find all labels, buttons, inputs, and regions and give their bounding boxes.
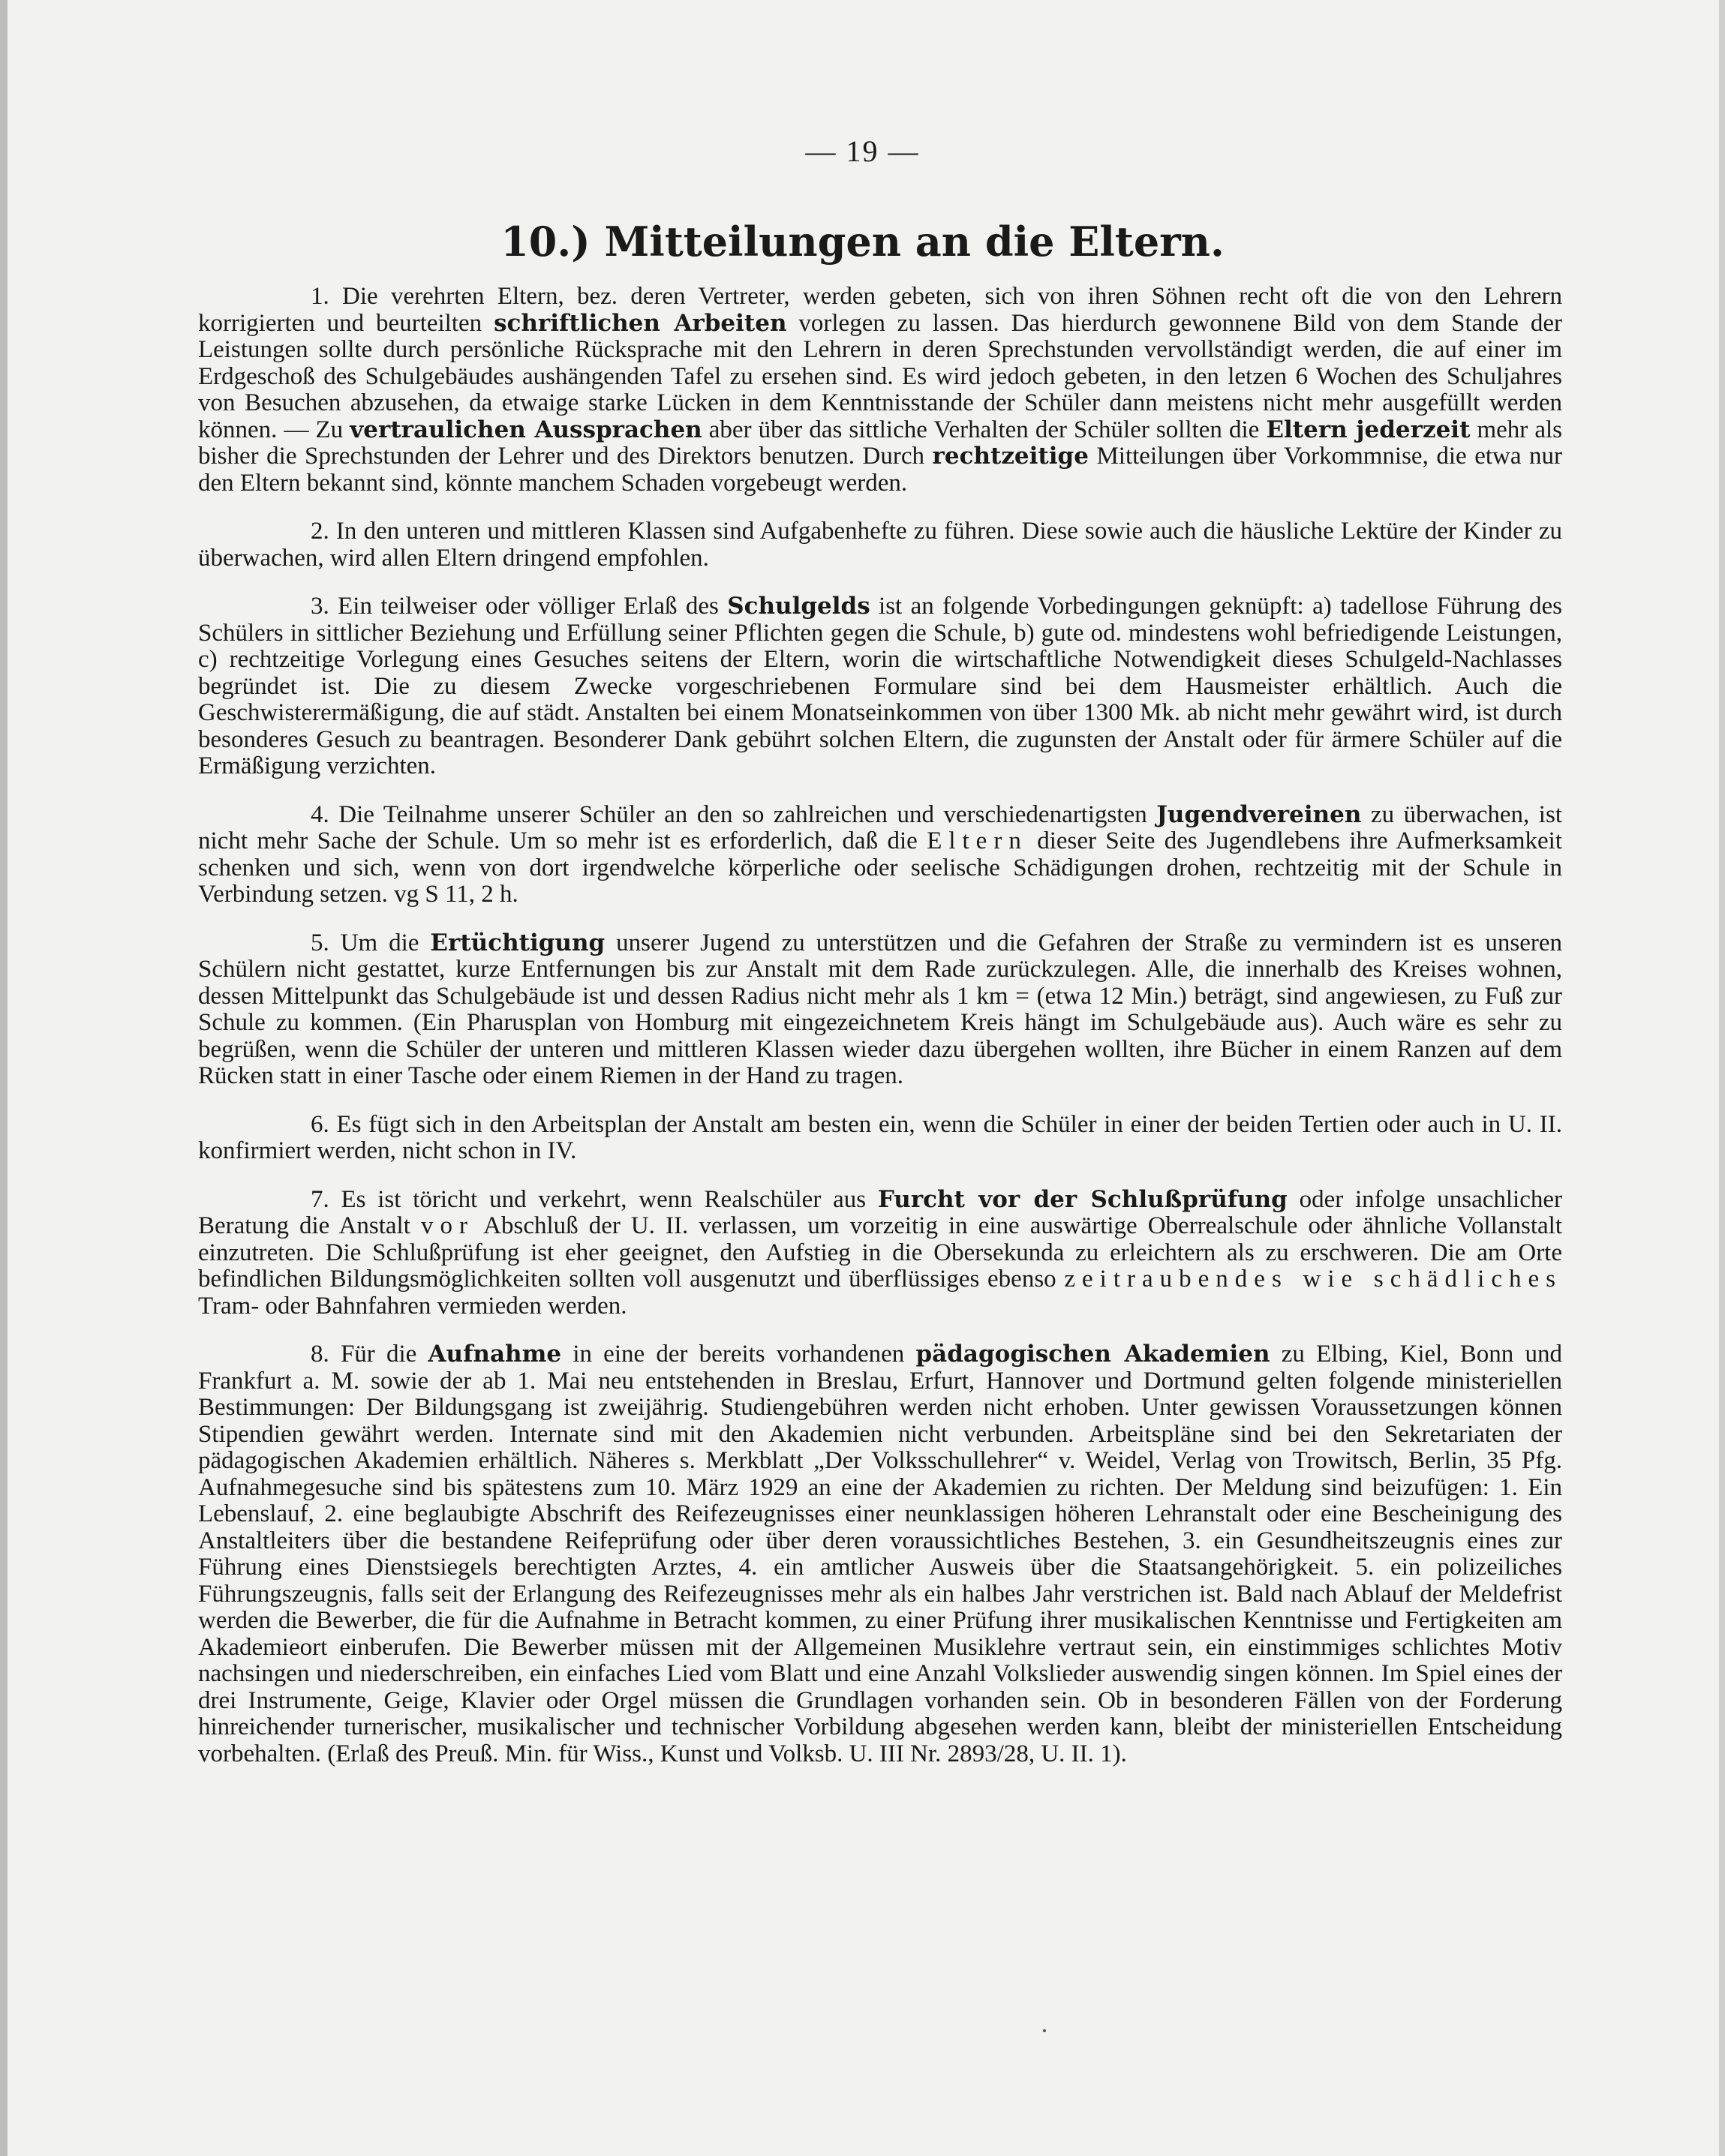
emphasis-text: Furcht vor der Schlußprüfung <box>877 1185 1288 1213</box>
emphasis-text: Eltern jederzeit <box>1266 416 1471 443</box>
paragraph-text: zu Elbing, Kiel, Bonn und Frankfurt a. M. sowie der ab 1. Mai neu entstehenden in Breslau, Erfurt, Hannover und Dortmund gelten folgende ministeriellen Bestimmungen: Der Bildungsgang ist zweijährig. Studiengebühren werden nicht erhoben. Unter gewissen Voraussetzungen können Stipendien gewährt werden. Internate sind mit den Akademien nicht verbunden. Arbeitspläne sind bei den Sekretariaten der pädagogischen Akademien erhältlich. Näheres s. Merkblatt „Der Volksschullehrer“ v. Weidel, Verlag von Trowitsch, Berlin, 35 Pfg. Aufnahmegesuche sind bis spätestens zum 10. März 1929 an eine der Akademien zu richten. Der Meldung sind beizufügen: 1. Ein Lebenslauf, 2. eine beglaubigte Abschrift des Reifezeugnisses einer neunklassigen höheren Lehranstalt oder eine Bescheinigung des Anstaltleiters über die bestandene Reifeprüfung oder über deren voraussichtliches Bestehen, 3. ein Gesundheitszeugnis eines zur Führung eines Dienstsiegels berechtigten Arztes, 4. ein amtlicher Ausweis über die Staatsangehörigkeit. 5. ein polizeiliches Führungszeugnis, falls seit der Erlangung des Reifezeugnisses mehr als ein halbes Jahr verstrichen ist. Bald nach Ablauf der Meldefrist werden die Bewerber, die für die Aufnahme in Betracht kommen, zu einer Prüfung ihrer musikalischen Kenntnisse und Fertigkeiten am Akademieort einberufen. Die Bewerber müssen mit der Allgemeinen Musiklehre vertraut sein, ein einstimmiges schlichtes Motiv nachsingen und niederschreiben, ein einfaches Lied vom Blatt und eine Anzahl Volkslieder auswendig singen können. Im Spiel eines der drei Instrumente, Geige, Klavier oder Orgel müssen die Grundlagen vorhanden sein. Ob in besonderen Fällen von der Forderung hinreichender turnerischer, musikalischer und technischer Vorbildung abgesehen werden kann, bleibt der ministeriellen Entscheidung vorbehalten. (Erlaß des Preuß. Min. für Wiss., Kunst und Volksb. U. III Nr. 2893/28, U. II. 1). <box>198 1341 1562 1767</box>
emphasis-text: Aufnahme <box>428 1341 562 1368</box>
emphasis-text: pädagogischen Akademien <box>915 1341 1270 1368</box>
paragraph-text: 6. Es fügt sich in den Arbeitsplan der Anstalt am besten ein, wenn die Schüler in einer der beiden Tertien oder auch in U. II. konfirmiert werden, nicht schon in IV. <box>198 1110 1562 1164</box>
paragraph-text: vorlegen zu lassen. Das hierdurch gewonnene Bild von dem Stande der Leistungen sollte durch persönliche Rücksprache mit den Lehrern in deren Sprechstunden vervollständigt werden, die auf einer im Erdgeschoß des Schulgebäudes aushängenden Tafel zu ersehen sind. Es wird jedoch gebeten, in den letzen 6 Wochen des Schuljahres von Besuchen abzusehen, da etwaige starke Lücken in dem Kenntnisstande der Schüler dann meistens nicht mehr ausgefüllt werden können. — Zu <box>198 309 1562 443</box>
paragraph-1 <box>198 284 1562 497</box>
paragraph-text: 4. Die Teilnahme unserer Schüler an den so zahlreichen und verschiedenartigsten <box>311 800 1157 828</box>
emphasis-text: Schulgelds <box>727 593 870 620</box>
spaced-emphasis-text: Eltern <box>927 827 1028 854</box>
paragraph-text: mehr als bisher die Sprechstunden der Lehrer und des Direktors benutzen. Durch <box>198 416 1563 470</box>
paragraph-text: unserer Jugend zu unterstützen und die Gefahren der Straße zu vermindern ist es unseren Schülern nicht gestattet, kurze Entfernungen bis zur Anstalt mit dem Rade zurückzulegen. Alle, die innerhalb des Kreises wohnen, dessen Mittelpunkt das Schulgebäude ist und dessen Radius nicht mehr als 1 km = (etwa 12 Min.) beträgt, sind angewiesen, zu Fuß zur Schule zu kommen. (Ein Pharusplan von Homburg mit eingezeichnetem Kreis hängt im Schulgebäude aus). Auch wäre es sehr zu begrüßen, wenn die Schüler der unteren und mittleren Klassen wieder dazu übergehen wollten, ihre Bücher in einem Ranzen auf dem Rücken statt in einer Tasche oder einem Riemen in der Hand zu tragen. <box>198 929 1562 1089</box>
paragraph-text: zu überwachen, ist nicht mehr Sache der Schule. Um so mehr ist es erforderlich, daß die <box>198 800 1562 854</box>
paragraph-text: 3. Ein teilweiser oder völliger Erlaß des <box>311 593 728 620</box>
paragraph-text: Abschluß der U. II. verlassen, um vorzeitig in eine auswärtige Oberrealschule oder ähnliche Vollanstalt einzutreten. Die Schlußprüfung ist eher geeignet, den Aufstieg in die Obersekunda zu erleichtern als zu erschweren. Die am Orte befindlichen Bildungsmöglichkeiten sollten voll ausgenutzt und überflüssiges ebenso <box>198 1212 1562 1293</box>
paragraph-2 <box>198 518 1562 572</box>
spaced-emphasis-text: vor <box>420 1212 474 1239</box>
paragraph-5 <box>198 930 1562 1090</box>
page-number: — 19 — <box>805 134 920 168</box>
spaced-emphasis-text: zeitraubendes wie schädliches <box>1064 1266 1562 1293</box>
paragraph-8 <box>198 1341 1562 1767</box>
paragraph-text: ist an folgende Vorbedingungen geknüpft: a) tadellose Führung des Schülers in sittlicher Beziehung und Erfüllung seiner Pflichten gegen die Schule, b) gute od. mindestens wohl befriedigende Leistungen, c) rechtzeitige Vorlegung eines Gesuches seitens der Eltern, worin die wirtschaftliche Notwendigkeit dieses Schulgeld-Nachlasses begründet ist. Die zu diesem Zwecke vorgeschriebenen Formulare sind bei dem Hausmeister erhältlich. Auch die Geschwisterermäßigung, die auf städt. Anstalten bei einem Monatseinkommen von über 1300 Mk. ab nicht mehr gewährt wird, ist durch besonderes Gesuch zu beantragen. Besonderer Dank gebührt solchen Eltern, die zugunsten der Anstalt oder für ärmere Schüler auf die Ermäßigung verzichten. <box>198 593 1562 779</box>
paragraph-text: in eine der bereits vorhandenen <box>561 1341 916 1368</box>
emphasis-text: schriftlichen Arbeiten <box>494 309 787 337</box>
paragraph-4 <box>198 802 1562 908</box>
paragraph-text: 2. In den unteren und mittleren Klassen sind Aufgabenhefte zu führen. Diese sowie auch die häusliche Lektüre der Kinder zu überwachen, wird allen Eltern dringend empfohlen. <box>198 518 1562 572</box>
paragraph-text: Mitteilungen über Vorkommnise, die etwa nur den Eltern bekannt sind, könnte manchem Schaden vorgebeugt werden. <box>198 443 1562 497</box>
paragraph-text: aber über das sittliche Verhalten der Schüler sollten die <box>702 416 1267 443</box>
emphasis-text: Jugendvereinen <box>1156 800 1362 828</box>
document-body <box>198 284 1562 1789</box>
paragraph-text: Tram- oder Bahnfahren vermieden werden. <box>198 1292 627 1320</box>
paragraph-text: 5. Um die <box>311 929 431 956</box>
paragraph-text: 7. Es ist töricht und verkehrt, wenn Realschüler aus <box>311 1185 878 1213</box>
paragraph-text: 8. Für die <box>311 1341 428 1368</box>
section-title: 10.) Mitteilungen an die Eltern. <box>500 218 1225 266</box>
paragraph-7 <box>198 1187 1562 1320</box>
emphasis-text: rechtzeitige <box>932 443 1089 470</box>
paragraph-3 <box>198 593 1562 780</box>
emphasis-text: vertraulichen Aussprachen <box>350 416 702 443</box>
paragraph-6 <box>198 1112 1562 1165</box>
paragraph-text: dieser Seite des Jugendlebens ihre Aufmerksamkeit schenken und sich, wenn von dort irgendwelche körperliche oder seelische Schädigungen drohen, rechtzeitig mit der Schule in Verbindung setzen. vg S 11, 2 h. <box>198 827 1563 908</box>
emphasis-text: Ertüchtigung <box>430 929 606 956</box>
paper-speck <box>1043 2029 1046 2032</box>
paragraph-text: 1. Die verehrten Eltern, bez. deren Vertreter, werden gebeten, sich von ihren Söhnen recht oft die von den Lehrern korrigierten und beurteilten <box>198 283 1562 337</box>
paragraph-text: oder infolge unsachlicher Beratung die Anstalt <box>198 1185 1562 1239</box>
